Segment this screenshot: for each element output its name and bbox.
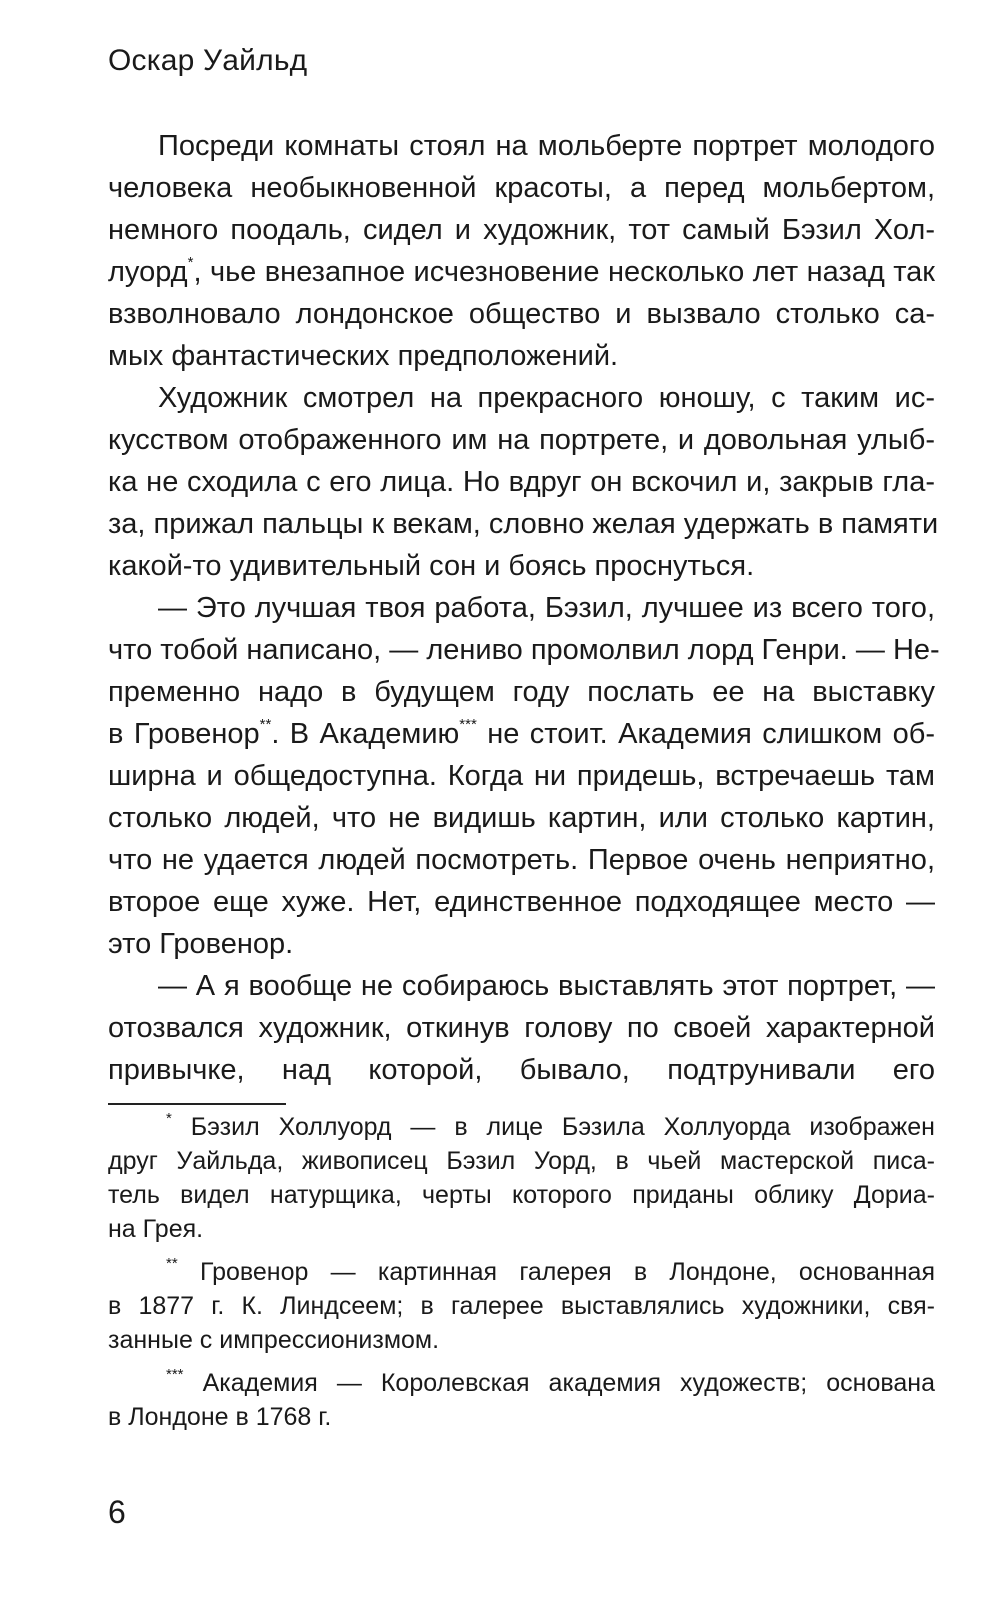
text-line: отозвался художник, откинув голову по своей характерной bbox=[108, 1012, 935, 1044]
footnote-line bbox=[108, 1255, 935, 1289]
footnote-line: в Лондоне в 1768 г. bbox=[108, 1403, 332, 1431]
paragraph-4 bbox=[108, 965, 935, 1091]
footnote-line: в 1877 г. К. Линдсеем; в галерее выставлялись художники, свя- bbox=[108, 1292, 935, 1320]
text-fragment: в Гровенор bbox=[108, 718, 260, 750]
text-line: что тобой написано, — лениво промолвил лорд Генри. — Не- bbox=[108, 634, 940, 666]
text-line: взволновало лондонское общество и вызвало столько са- bbox=[108, 298, 935, 330]
text-line: за, прижал пальцы к векам, словно желая удержать в памяти bbox=[108, 508, 939, 540]
text-line: второе еще хуже. Нет, единственное подходящее место — bbox=[108, 886, 935, 918]
footnote-line: на Грея. bbox=[108, 1215, 204, 1243]
footnote-line: тель видел натурщика, черты которого приданы облику Дориа- bbox=[108, 1181, 935, 1209]
paragraph-2 bbox=[108, 377, 939, 587]
text-line: пременно надо в будущем году послать ее на выставку bbox=[108, 676, 935, 708]
text-fragment: , чье внезапное исчезновение несколько лет назад так bbox=[193, 256, 935, 288]
running-head: Оскар Уайльд bbox=[108, 44, 308, 77]
text-line: ка не сходила с его лица. Но вдруг он вскочил и, закрыв гла- bbox=[108, 466, 935, 498]
footnote-marker: ** bbox=[259, 716, 272, 734]
footnote-marker: ** bbox=[166, 1254, 178, 1272]
text-line: столько людей, что не видишь картин, или столько картин, bbox=[108, 802, 935, 834]
text-line: немного поодаль, сидел и художник, тот самый Бэзил Хол- bbox=[108, 214, 935, 246]
text-fragment: . В Академию bbox=[271, 718, 460, 750]
text-line: человека необыкновенной красоты, а перед мольбертом, bbox=[108, 172, 935, 204]
text-line: — А я вообще не собираюсь выставлять этот портрет, — bbox=[158, 970, 935, 1002]
text-line: мых фантастических предположений. bbox=[108, 340, 619, 372]
footnote-marker: *** bbox=[166, 1365, 184, 1383]
footnote-3 bbox=[108, 1366, 935, 1434]
footnote-line: занные с импрессионизмом. bbox=[108, 1326, 440, 1354]
text-line: Посреди комнаты стоял на мольберте портрет молодого bbox=[158, 130, 935, 162]
footnote-marker: *** bbox=[459, 716, 477, 734]
text-line: привычке, над которой, бывало, подтрунивали его bbox=[108, 1054, 935, 1086]
footnotes bbox=[108, 1110, 935, 1434]
footnote-marker: * bbox=[187, 254, 194, 272]
text-fragment: луорд bbox=[108, 256, 188, 288]
text-fragment: Академия — Королевская академия художеств; основана bbox=[202, 1369, 936, 1397]
text-fragment: Гровенор — картинная галерея в Лондоне, основанная bbox=[199, 1258, 935, 1286]
footnote-2 bbox=[108, 1255, 935, 1357]
footnote-line bbox=[108, 1366, 935, 1400]
footnote-line: друг Уайльда, живописец Бэзил Уорд, в чьей мастерской писа- bbox=[108, 1147, 935, 1175]
footnote-1 bbox=[108, 1110, 935, 1246]
paragraph-1 bbox=[108, 125, 935, 377]
text-line: — Это лучшая твоя работа, Бэзил, лучшее из всего того, bbox=[158, 592, 935, 624]
text-fragment: Бэзил Холлуорд — в лице Бэзила Холлуорда изображен bbox=[190, 1113, 935, 1141]
footnote-marker: * bbox=[166, 1109, 172, 1127]
text-line: Художник смотрел на прекрасного юношу, с таким ис- bbox=[158, 382, 935, 414]
text-line: какой-то удивительный сон и боясь проснуться. bbox=[108, 550, 755, 582]
text-line: что не удается людей посмотреть. Первое очень неприятно, bbox=[108, 844, 935, 876]
footnote-line bbox=[108, 1110, 935, 1144]
text-line: это Гровенор. bbox=[108, 928, 294, 960]
text-line bbox=[108, 713, 935, 755]
paragraph-3 bbox=[108, 587, 940, 965]
text-line: кусством отображенного им на портрете, и довольная улыб- bbox=[108, 424, 935, 456]
text-line bbox=[108, 251, 935, 293]
main-text bbox=[108, 125, 940, 1091]
footnote-divider bbox=[108, 1103, 286, 1105]
text-line: ширна и общедоступна. Когда ни придешь, встречаешь там bbox=[108, 760, 935, 792]
text-fragment: не стоит. Академия слишком об- bbox=[476, 718, 935, 750]
page-number: 6 bbox=[108, 1494, 126, 1530]
